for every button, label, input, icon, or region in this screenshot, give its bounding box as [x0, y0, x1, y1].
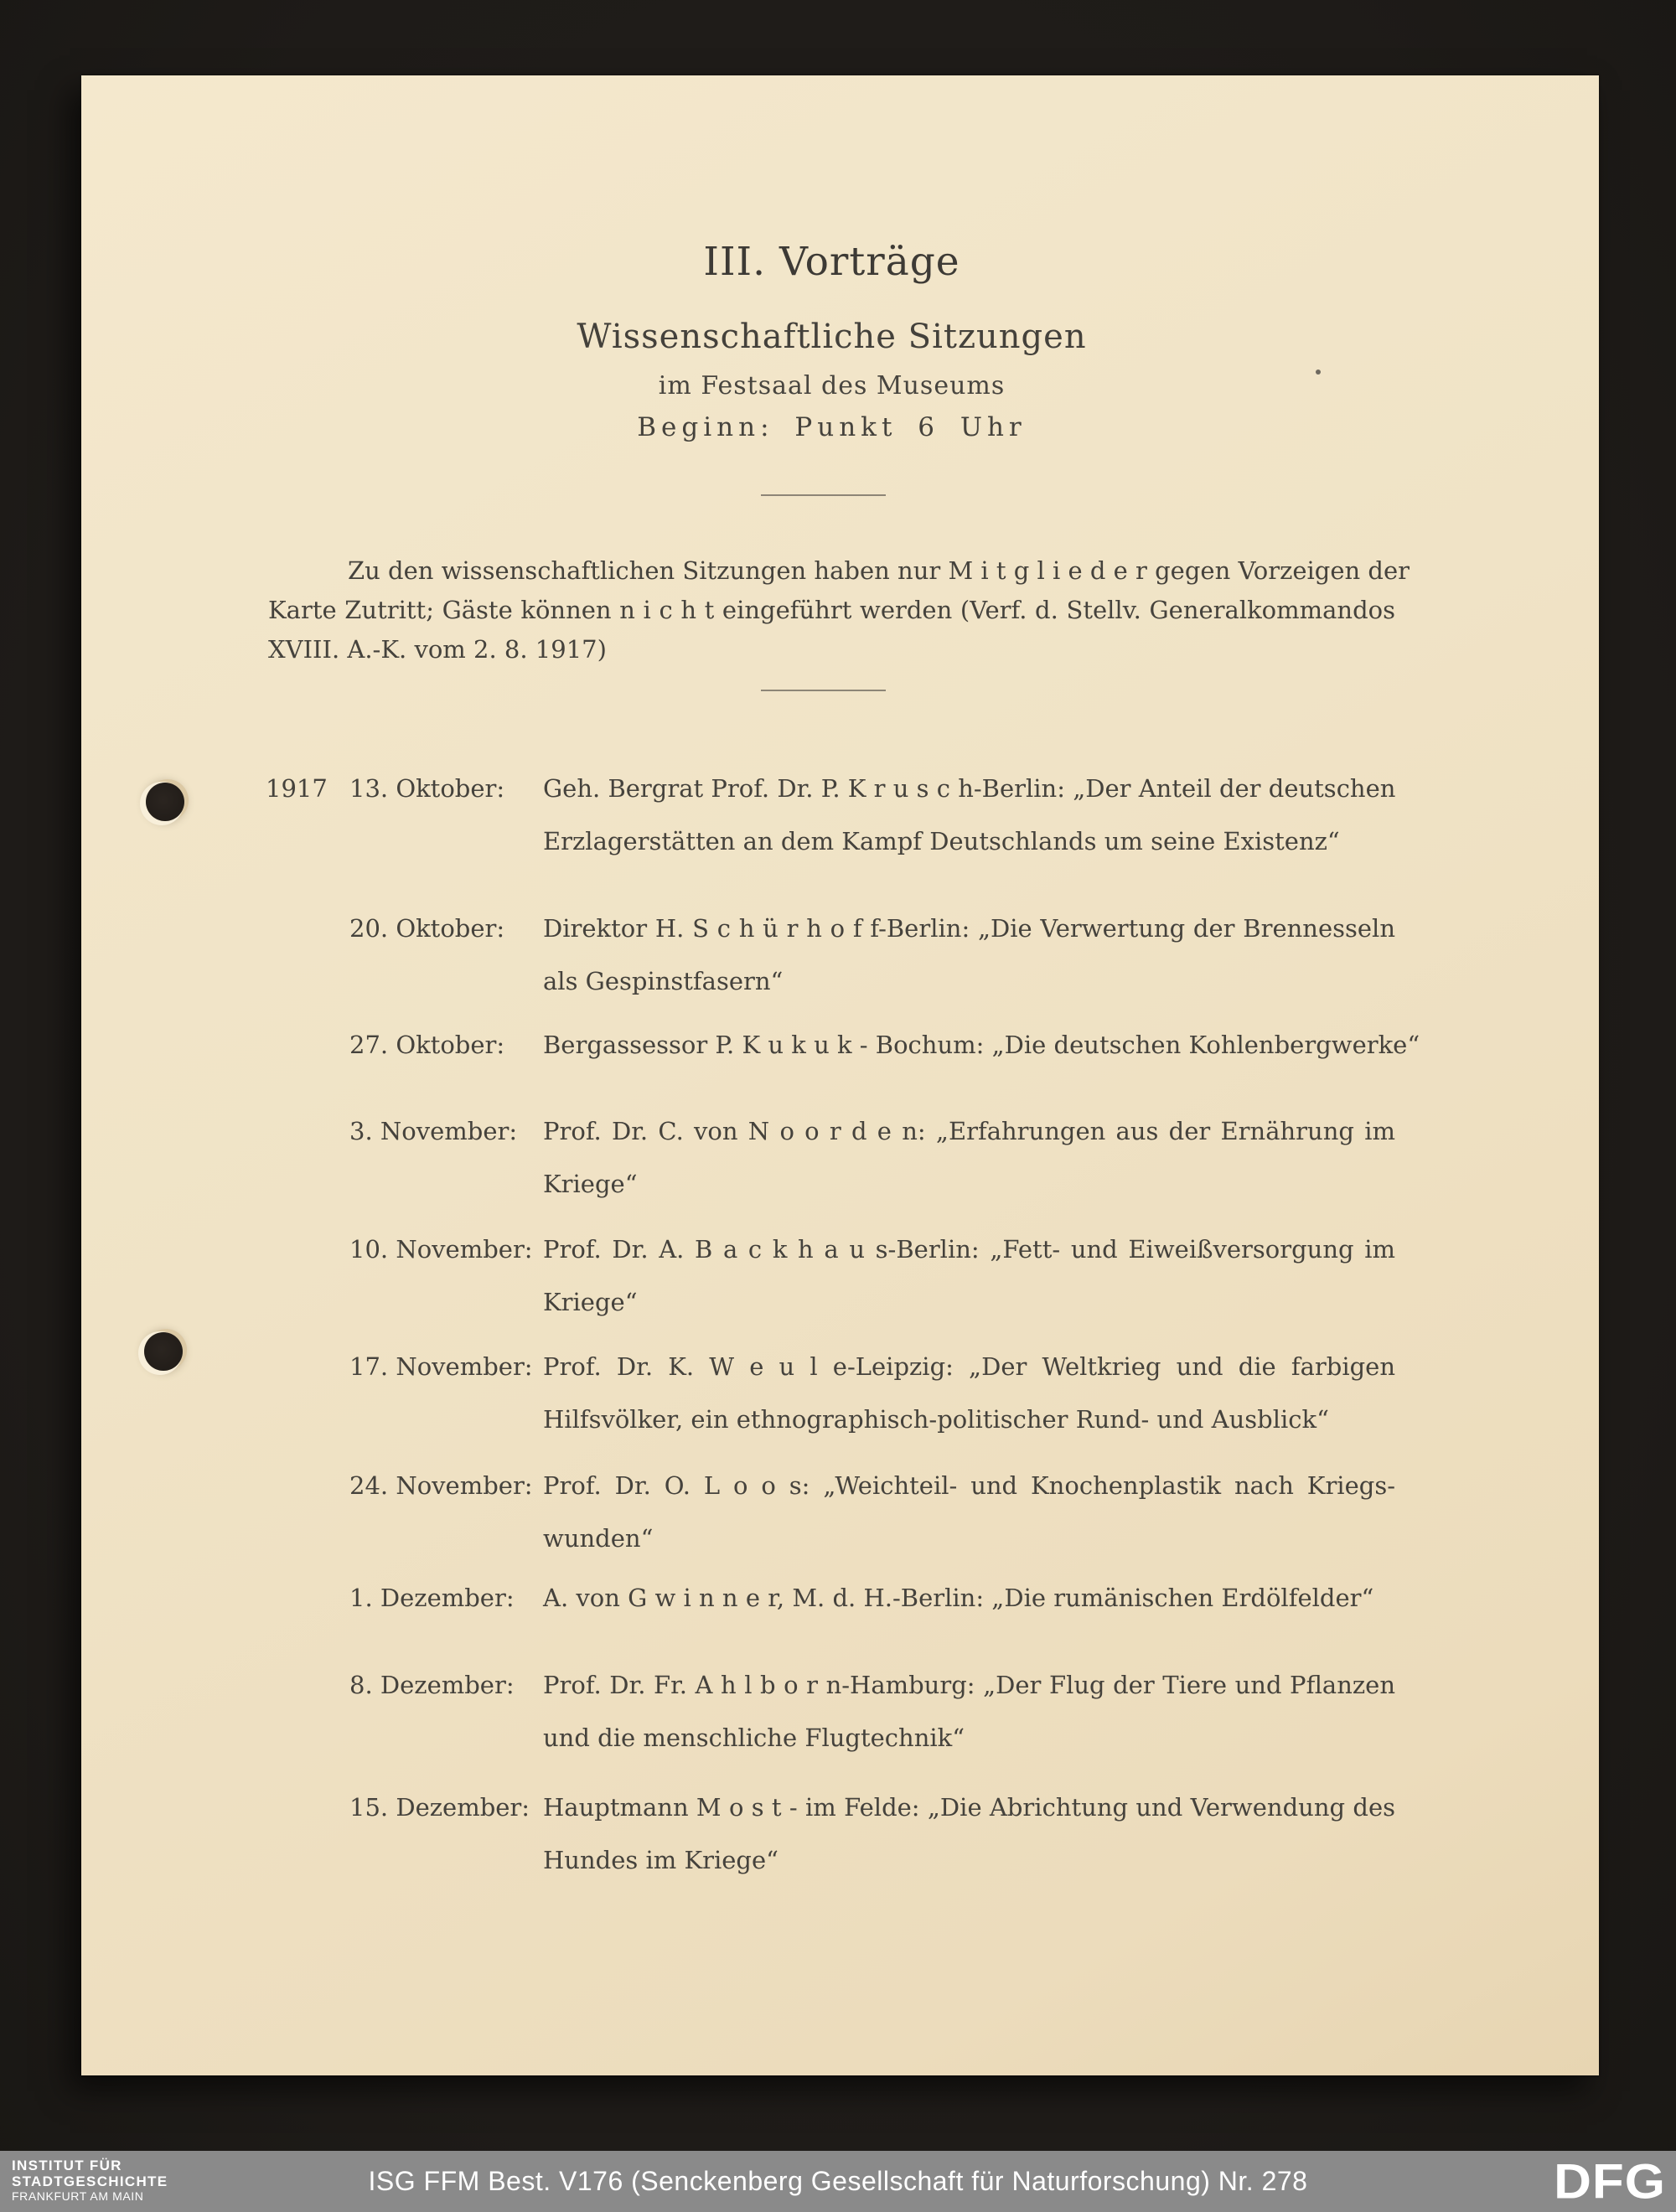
lecture-text-line: Kriege“ [543, 1170, 638, 1198]
lecture-entry [266, 1460, 1472, 1569]
admission-notice [268, 551, 1410, 669]
lecture-date: 27. Oktober: [349, 1031, 505, 1059]
lecture-entry [266, 1341, 1472, 1450]
lecture-text-line: als Gespinstfasern“ [543, 967, 784, 995]
lecture-text-line: Hauptmann M o s t - im Felde: „Die Abrichtung und Verwendung des [543, 1793, 1395, 1822]
page-title: III. Vorträge [703, 239, 960, 285]
lecture-entry [266, 1659, 1472, 1768]
punch-hole-top [146, 783, 184, 821]
lecture-text-line: Hilfsvölker, ein ethnographisch-politischer Rund- und Ausblick“ [543, 1405, 1329, 1434]
lecture-text-line: Direktor H. S c h ü r h o f f-Berlin: „Die Verwertung der Brennesseln [543, 914, 1395, 943]
notice-line-1: Zu den wissenschaftlichen Sitzungen haben nur M i t g l i e d e r gegen Vorzeigen der [348, 556, 1410, 585]
institute-name-line: INSTITUT FÜR [12, 2158, 122, 2173]
lecture-entry [266, 1223, 1472, 1332]
lecture-text-line: A. von G w i n n e r, M. d. H.-Berlin: „Die rumänischen Erdölfelder“ [543, 1584, 1374, 1612]
notice-line-3: XVIII. A.-K. vom 2. 8. 1917) [268, 635, 607, 664]
lecture-entry [266, 1781, 1472, 1890]
institute-city-line: FRANKFURT AM MAIN [12, 2189, 144, 2203]
lecture-text-line: wunden“ [543, 1524, 654, 1553]
notice-line-2: Karte Zutritt; Gäste können n i c h t eingeführt werden (Verf. d. Stellv. Generalkommandos [268, 596, 1395, 624]
lecture-text-line: Prof. Dr. Fr. A h l b o r n-Hamburg: „Der Flug der Tiere und Pflanzen [543, 1671, 1395, 1699]
lecture-date: 13. Oktober: [349, 774, 505, 803]
lecture-date: 15. Dezember: [349, 1793, 530, 1822]
year-label: 1917 [266, 774, 328, 803]
lecture-text-line: Geh. Bergrat Prof. Dr. P. K r u s c h-Berlin: „Der Anteil der deutschen [543, 774, 1396, 803]
lecture-date: 10. November: [349, 1235, 533, 1264]
lecture-date: 20. Oktober: [349, 914, 505, 943]
lecture-text-line: Prof. Dr. A. B a c k h a u s-Berlin: „Fett- und Eiweißversorgung im [543, 1235, 1395, 1264]
punch-hole-bottom [144, 1332, 183, 1371]
divider [761, 494, 886, 496]
institute-name-line: STADTGESCHICHTE [12, 2173, 168, 2189]
lecture-text-line: Kriege“ [543, 1288, 638, 1316]
lecture-text-line: Prof. Dr. K. W e u l e-Leipzig: „Der Weltkrieg und die farbigen [543, 1352, 1395, 1381]
begin-time-line: Beginn: Punkt 6 Uhr [637, 412, 1027, 442]
page-subtitle: Wissenschaftliche Sitzungen [577, 318, 1087, 356]
archive-reference-caption: ISG FFM Best. V176 (Senckenberg Gesellschaft für Naturforschung) Nr. 278 [368, 2166, 1308, 2196]
divider [761, 690, 886, 691]
lecture-entry [266, 1105, 1472, 1214]
lecture-text-line: Prof. Dr. C. von N o o r d e n: „Erfahrungen aus der Ernährung im [543, 1117, 1395, 1145]
dfg-logo: DFG [1554, 2154, 1666, 2209]
lecture-date: 24. November: [349, 1471, 533, 1500]
lecture-text-line: Prof. Dr. O. L o o s: „Weichteil- und Knochenplastik nach Kriegs- [543, 1471, 1395, 1500]
lecture-text-line: und die menschliche Flugtechnik“ [543, 1724, 965, 1752]
lecture-entry [266, 762, 1472, 871]
lecture-entry [266, 902, 1472, 1011]
lecture-text-line: Bergassessor P. K u k u k - Bochum: „Die deutschen Kohlenbergwerke“ [543, 1031, 1420, 1059]
lecture-date: 1. Dezember: [349, 1584, 515, 1612]
lecture-date: 3. November: [349, 1117, 518, 1145]
lecture-date: 17. November: [349, 1352, 533, 1381]
archive-footer-bar [0, 2151, 1676, 2212]
document-page [81, 75, 1599, 2075]
location-line: im Festsaal des Museums [658, 371, 1006, 401]
lecture-text-line: Hundes im Kriege“ [543, 1846, 779, 1874]
lecture-text-line: Erzlagerstätten an dem Kampf Deutschlands um seine Existenz“ [543, 827, 1340, 855]
lecture-date: 8. Dezember: [349, 1671, 515, 1699]
